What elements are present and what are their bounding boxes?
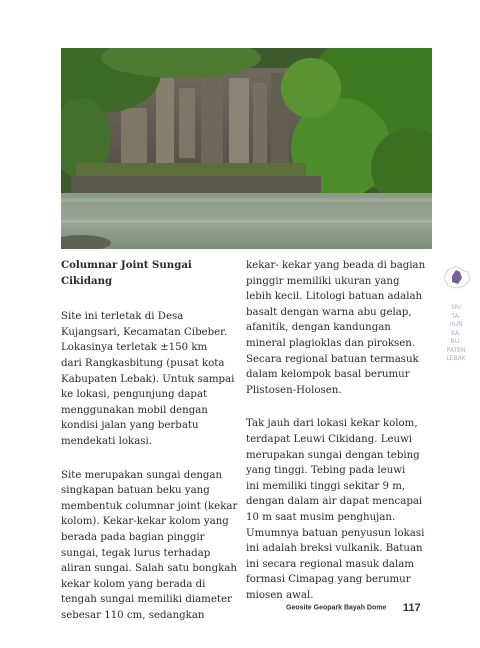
page-footer	[286, 599, 421, 617]
sidebar-marker	[436, 262, 476, 364]
paragraph: Site ini terletak di Desa Kujangsari, Kecamatan Cibeber. Lokasinya terletak ±150 km dari Rangkasbitung (pusat kota Kabupaten Lebak). Untuk sampai ke lokasi, pengunjung dapat menggunakan mobil dengan kondisi jalan yang berbatu mendekati lokasi.	[61, 311, 235, 447]
paragraph: Tak jauh dari lokasi kekar kolom, terdapat Leuwi Cikidang. Leuwi merupakan sungai dengan tebing yang tinggi. Tebing pada leuwi ini memiliki tinggi sekitar 9 m, dengan dalam air dapat mencapai 10 m saat musim penghujan. Umumnya batuan penyusun lokasi ini adalah breksi vulkanik. Batuan ini secara regional masuk dalam formasi Cimapag yang berumur miosen awal.	[246, 418, 425, 601]
left-column	[61, 258, 246, 641]
paragraph: kekar- kekar yang beada di bagian pinggir memiliki ukuran yang lebih kecil. Litologi batuan adalah basalt dengan warna abu gelap, afanitik, dengan kandungan mineral plagioklas dan piroksen. Secara regional batuan termasuk dalam kelompok basal berumur Plistosen-Holosen.	[246, 260, 426, 396]
river-columnar-joint-photo	[61, 48, 432, 249]
page-number: 117	[402, 601, 421, 614]
right-column	[246, 258, 429, 621]
paragraph: Site merupakan sungai dengan singkapan batuan beku yang membentuk columnar joint (kekar kolom). Kekar-kekar kolom yang berada pada bagian pinggir sungai, tegak lurus terhadap aliran sungai. Salah satu bongkah kekar kolom yang berada di tengah sungai memiliki diameter sebesar 110 cm, sedangkan	[61, 469, 238, 621]
footer-title: Geosite Geopark Bayah Dome	[286, 604, 387, 612]
sidebar-label: SRI TA- HUN KA- BU- PATEN LEBAK	[446, 304, 466, 362]
article-heading: Columnar Joint Sungai Cikidang	[61, 259, 192, 287]
regency-map-icon	[438, 262, 474, 292]
